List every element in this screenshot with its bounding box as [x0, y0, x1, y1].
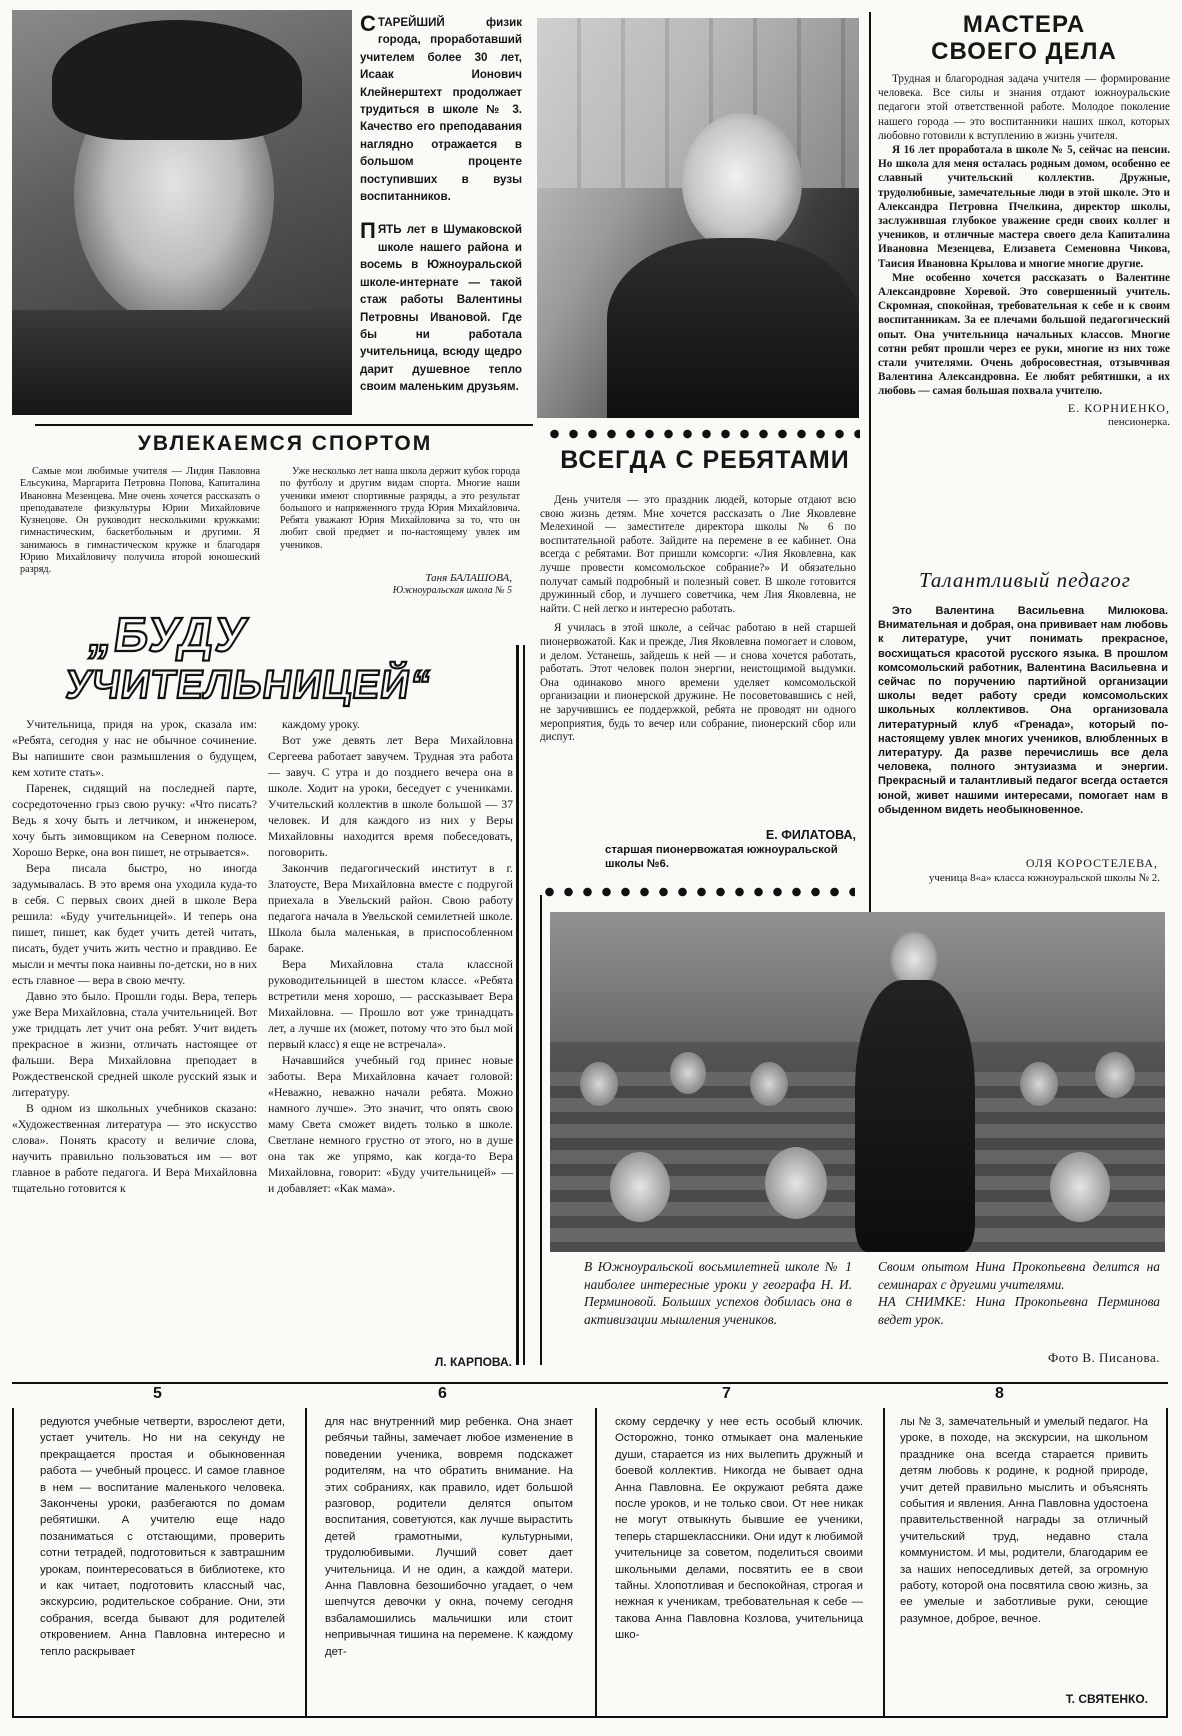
page-number: 7 [722, 1385, 731, 1402]
column-rule [305, 1408, 307, 1718]
article-subtitle: СВОЕГО ДЕЛА [931, 38, 1117, 65]
dotted-border [545, 428, 860, 440]
bottom-column-8: лы № 3, замечательный и умелый педагог. На уроке, в походе, на экскурсии, на школьном празднике она всегда старается привить детям любовь к родине, к родной природе, учит детей правильно мыслить и объяснять события и явления. Анна Павловна удостоена правительственной награды за отличный учительский труд, недавно стала коммунистом. И мы, родители, благодарим ее за наших непоседливых детей, за огромную работу, которой она посвятила свою жизнь, за ее умелые и заботливые руки, сеющие разумное, доброе, вечное. [900, 1416, 1148, 1625]
drop-cap: П [360, 218, 376, 244]
always-author: Е. ФИЛАТОВА, [765, 828, 856, 842]
column-rule [883, 1408, 885, 1718]
photo-caption-left: В Южноуральской восьмилетней школе № 1 наиболее интересные уроки у географа Н. И. Перминовой. Больших успехов добилась она в активизации мышления учеников. [584, 1259, 852, 1327]
photo-caption-right: Своим опытом Нина Прокопьевна делится на семинарах с другими учителями. НА СНИМКЕ: Нина Прокопьевна Перминова ведет урок. [878, 1259, 1160, 1327]
column-rule [523, 645, 525, 1365]
bottom-author: Т. СВЯТЕНКО. [1065, 1692, 1148, 1706]
page-number: 5 [153, 1385, 162, 1402]
sport-title: УВЛЕКАЕМСЯ СПОРТОМ [137, 432, 433, 455]
always-title: ВСЕГДА С РЕБЯТАМИ [560, 446, 850, 474]
article-masters [878, 12, 1170, 428]
section-rule [35, 424, 533, 426]
page-number: 8 [995, 1385, 1004, 1402]
column-rule [595, 1408, 597, 1718]
section-rule [12, 1382, 1168, 1384]
portrait-photo-teacher [537, 18, 859, 418]
teacher-title-line-2: УЧИТЕЛЬНИЦЕЙ“ [63, 663, 435, 707]
teacher-author: Л. КАРПОВА. [434, 1355, 512, 1369]
always-author-role: старшая пионервожатая южноуральской школы №6. [605, 844, 838, 870]
teacher-title [23, 610, 517, 708]
talent-author: ОЛЯ КОРОСТЕЛЕВА, [1025, 856, 1158, 870]
teacher-column-1: Учительница, придя на урок, сказала им: «Ребята, сегодня у нас не обычное сочинение. Вы напишите свои размышления о будущем, кем хотите стать». Паренек, сидящий на последней парте, сосредоточенно грыз свою ручку: «Что писать? Ведь я хочу быть и летчиком, и инженером, хочу быть зимовщиком на Северном полюсе. Хорошо Верке, она вон пишет, не отрывается». Вера писала быстро, но иногда задумывалась. В это время она уходила куда-то в себя. С первых своих дней в школе Вера решила: «Буду учительницей». И теперь она пишет, пишет, как будет учить детей читать, писать, будет учить жить честно и правдиво. Ее мысли и мечты пока наивны по-детски, но в них есть главное — вера в свою мечту. Давно это было. Прошли годы. Вера, теперь уже Вера Михайловна, стала учительницей. Вот уже тридцать лет учит она ребят. Учит видеть прекрасное в жизни, отличать настоящее от фальши. Вера Михайловна преподает в Рождественской средней школе русский язык и литературу. В одном из школьных учебников сказано: «Художественная литература — это искусство слова». Понять красоту и величие слова, научить правильно пользоваться им — вот главное в работе педагога. И Вера Михайловна тщательно готовится к [12, 717, 257, 1195]
bottom-column-5: редуются учебные четверти, взрослеют дети, устает учитель. Но ни на секунду не прекращается простая и обыкновенная работа — учебный процесс. И самое главное в нем — воспитание маленького человека. Закончены уроки, разбегаются по домам ребятишки. А учителю еще надо позаниматься с отстающими, проверить сотни тетрадей, подготовиться к завтрашним урокам, поинтересоваться в библиотеке, кто и как читает, подготовить классный час, экскурсию, родительское собрание. Они, эти собрания, всегда бывают для родителей откровением. Анна Павловна интересно и тепло раскрывает [40, 1416, 285, 1658]
column-rule [516, 645, 519, 1365]
intro-notes [360, 11, 522, 396]
talent-body: Это Валентина Васильевна Милюкова. Внимательная и добрая, она прививает нам любовь к литературе, учит понимать прекрасное, восхищаться красотой русского языка. В прошлом комсомольский работник, Валентина Васильевна и сейчас по поручению партийной организации школы ведет работу среди комсомольских школьных коллективов. Она организовала литературный клуб «Гренада», который по-настоящему увлек многих учеников, влюбленных в литературу. Да разве перечислишь все дела человека, полного энтузиазма и энергии. Прекрасный и талантливый педагог всегда остается юной, живет нашими интересами, помогает нам в обыденном видеть необыкновенное. [878, 605, 1168, 816]
teacher-column-2: каждому уроку. Вот уже девять лет Вера Михайловна Сергеева работает завучем. Трудная эта работа — завуч. С утра и до позднего вечера она в школе. Ходит на уроки, беседует с учениками. Учительский коллектив в школе большой — 37 человек. И для каждого из них у Веры Михайловны находится время побеседовать, поговорить. Закончив педагогический институт в г. Златоусте, Вера Михайловна вместе с подругой приехала в Увельский район. Свою работу педагога начала в Увельской семилетней школе. Школа была маленькая, в приспособленном бараке. Вера Михайловна стала классной руководительницей в шестом классе. «Ребята встретили меня хорошо, — рассказывает Вера Михайловна. — Прошло вот уже тринадцать лет, а лучше их (может, потому что это был мой первый класс) я еще не встречала». Начавшийся учебный год принес новые заботы. Вера Михайловна качает головой: «Неважно, неважно начали ребята. Можно намного лучше». Это значит, что опять свою маму Света сможет видеть только в школе. Светлане немного грустно от этого, но в душе она так же упрямо, как когда-то Вера Михайловна, говорит: «Буду учительницей» — и добавляет: «Как мама». [268, 717, 513, 1195]
photo-credit: Фото В. Писанова. [1047, 1350, 1160, 1365]
portrait-photo-left [12, 10, 352, 415]
intro-note-2: ПЯТЬ лет в Шумаковской школе нашего района и восемь в Южноуральской школе-интернате — такой стаж работы Валентины Петровны Ивановой. Где бы ни работала учительница, всюду щедро дарит душевное тепло своим маленьким друзьям. [360, 218, 522, 394]
bottom-column-6: для нас внутренний мир ребенка. Она знает ребячьи тайны, замечает любое изменение в поведении ученика, вовремя подскажет родителям, на что обратить внимание. На этих собраниях, как правило, идет большой разговор, родители делятся опытом воспитания, советуются, как лучше вырастить детей грамотными, культурными, трудолюбивыми. Лучший совет дает учительница. И не один, а каждой матери. Анна Павловна безошибочно угадает, о чем шепчутся девочки у окна, почему сегодня взбаламошились мальчишки или стоит непривычная тишина на перемене. К каждому дет- [325, 1416, 573, 1658]
dotted-border [540, 886, 855, 898]
sport-column-2: Уже несколько лет наша школа держит кубок города по футболу и другим видам спорта. Многие наши ученики имеют спортивные разряды, а это результат большого и напряженного труда Юрия Михайловича. Ребята уважают Юрия Михайловича за то, что он любит свой предмет и по-настоящему увлек им учеников. [280, 466, 520, 551]
sport-author: Таня БАЛАШОВА, [425, 572, 512, 584]
page-number: 6 [438, 1385, 447, 1402]
article-lead: Трудная и благородная задача учителя — формирование человека. Все силы и знания отдают южноуральские педагоги этой ответственной работе. Молодое поколение нашего города — это воспитанники наших школ, которых любовно готовили к вступлению в жизнь учителя. [878, 73, 1170, 142]
column-rule [540, 895, 542, 1365]
column-rule [869, 12, 871, 932]
article-title: МАСТЕРА [962, 11, 1086, 38]
talent-title: Талантливый педагог [919, 568, 1131, 592]
always-body: День учителя — это праздник людей, которые отдают всю свою жизнь детям. Мне хочется рассказать о Лие Яковлевне Мелехиной — заместителе директора школы № 6 по воспитательной работе. Зайдите на перемене в ее кабинет. Она всегда с ребятами. Вот пришли комсорги: «Лия Яковлевна, как лучше провести комсомольское собрание?» И обязательно получат самый подробный и полезный совет. В школе готовится дружинный сбор, и лучшего советчика, чем Лия Яковлевна, не найти. С ней легко и интересно работать. Я училась в этой школе, а сейчас работаю в ней старшей пионервожатой. Как и прежде, Лия Яковлевна помогает и словом, и делом. Устанешь, зайдешь к ней — и снова хочется работать, работать. Этот человек полон энергии, неистощимой выдумки. Она одинаково много времени уделяет комсомольской организации и пионерской дружине. Не посоветовавшись с ней, не заручившись ее поддержкой, ребята не проводят ни одного мероприятия, будь то вечер или собрание, пионерский сбор или диспут. [540, 494, 856, 744]
bottom-column-7: скому сердечку у нее есть особый ключик. Осторожно, тонко отмыкает она маленькие души, старается из них вылепить дружный и боевой коллектив. Никогда не бывает одна Анна Павловна. Ее окружают ребята даже после уроков, и не только свои. От нее никак не могут отвыкнуть бывшие ее ученики, теперь старшеклассники. Они идут к любимой учительнице за советом, поделиться своими школьными делами, посвятить ее в свои тайны. Хлопотливая и беспокойная, строгая и нежная к ученикам, требовательная к себе — такова Анна Павловна Козлова, учительница шко- [615, 1416, 863, 1642]
drop-cap: С [360, 11, 376, 36]
article-author: Е. КОРНИЕНКО, [1067, 400, 1170, 415]
article-body: Мне особенно хочется рассказать о Валентине Александровне Хоревой. Это совершенный учитель. Скромная, спокойная, требовательная к себе и к своим воспитанникам. За ее плечами большой педагогический опыт. Она учительница начальных классов. Многие сотни ребят прошли через ее руки, многие из них тоже стали учителями. Очень добросовестная, отзывчивая Валентина Александровна. Ее любят ребятишки, а их любовь — самая большая похвала учителю. [878, 271, 1170, 398]
article-author-role: пенсионерка. [1107, 415, 1170, 428]
talent-author-role: ученица 8«а» класса южноуральской школы № 2. [928, 872, 1160, 884]
teacher-title-line-1: „БУДУ [84, 609, 252, 662]
intro-note-1: СТАРЕЙШИЙ физик города, проработавший учителем более 30 лет, Исаак Ионович Клейнерштехт продолжает трудиться в школе № 3. Качество его преподавания наглядно отражается в большом проценте поступивших в вузы воспитанников. [360, 11, 522, 204]
article-body: Я 16 лет проработала в школе № 5, сейчас на пенсии. Но школа для меня осталась родным домом, особенно ее славный учительский коллектив. Дружные, трудолюбивые, замечательные люди в этой школе. Это и Александра Петровна Пчелкина, директор школы, заслужившая глубокое уважение среди своих коллег и учеников, и отличные мастера своего дела Капиталина Ивановна Мезенцева, Елизавета Семеновна Чикова, Таисия Ивановна Крылова и многие многие другие. [878, 144, 1170, 270]
classroom-photo [550, 912, 1165, 1252]
sport-column-1: Самые мои любимые учителя — Лидия Павловна Ельсукина, Маргарита Петровна Попова, Капиталина Ивановна Мезенцева. Мне очень хочется рассказать о преподавателе физкультуры Юрии Михайловиче Кузнецове. Он руководит несколькими кружками: гимнастическим, баскетбольным и другими. Я занимаюсь в гимнастическом кружке и благодаря Юрию Михайловичу получила второй юношеский разряд. [20, 466, 260, 576]
sport-author-role: Южноуральская школа № 5 [392, 585, 512, 596]
